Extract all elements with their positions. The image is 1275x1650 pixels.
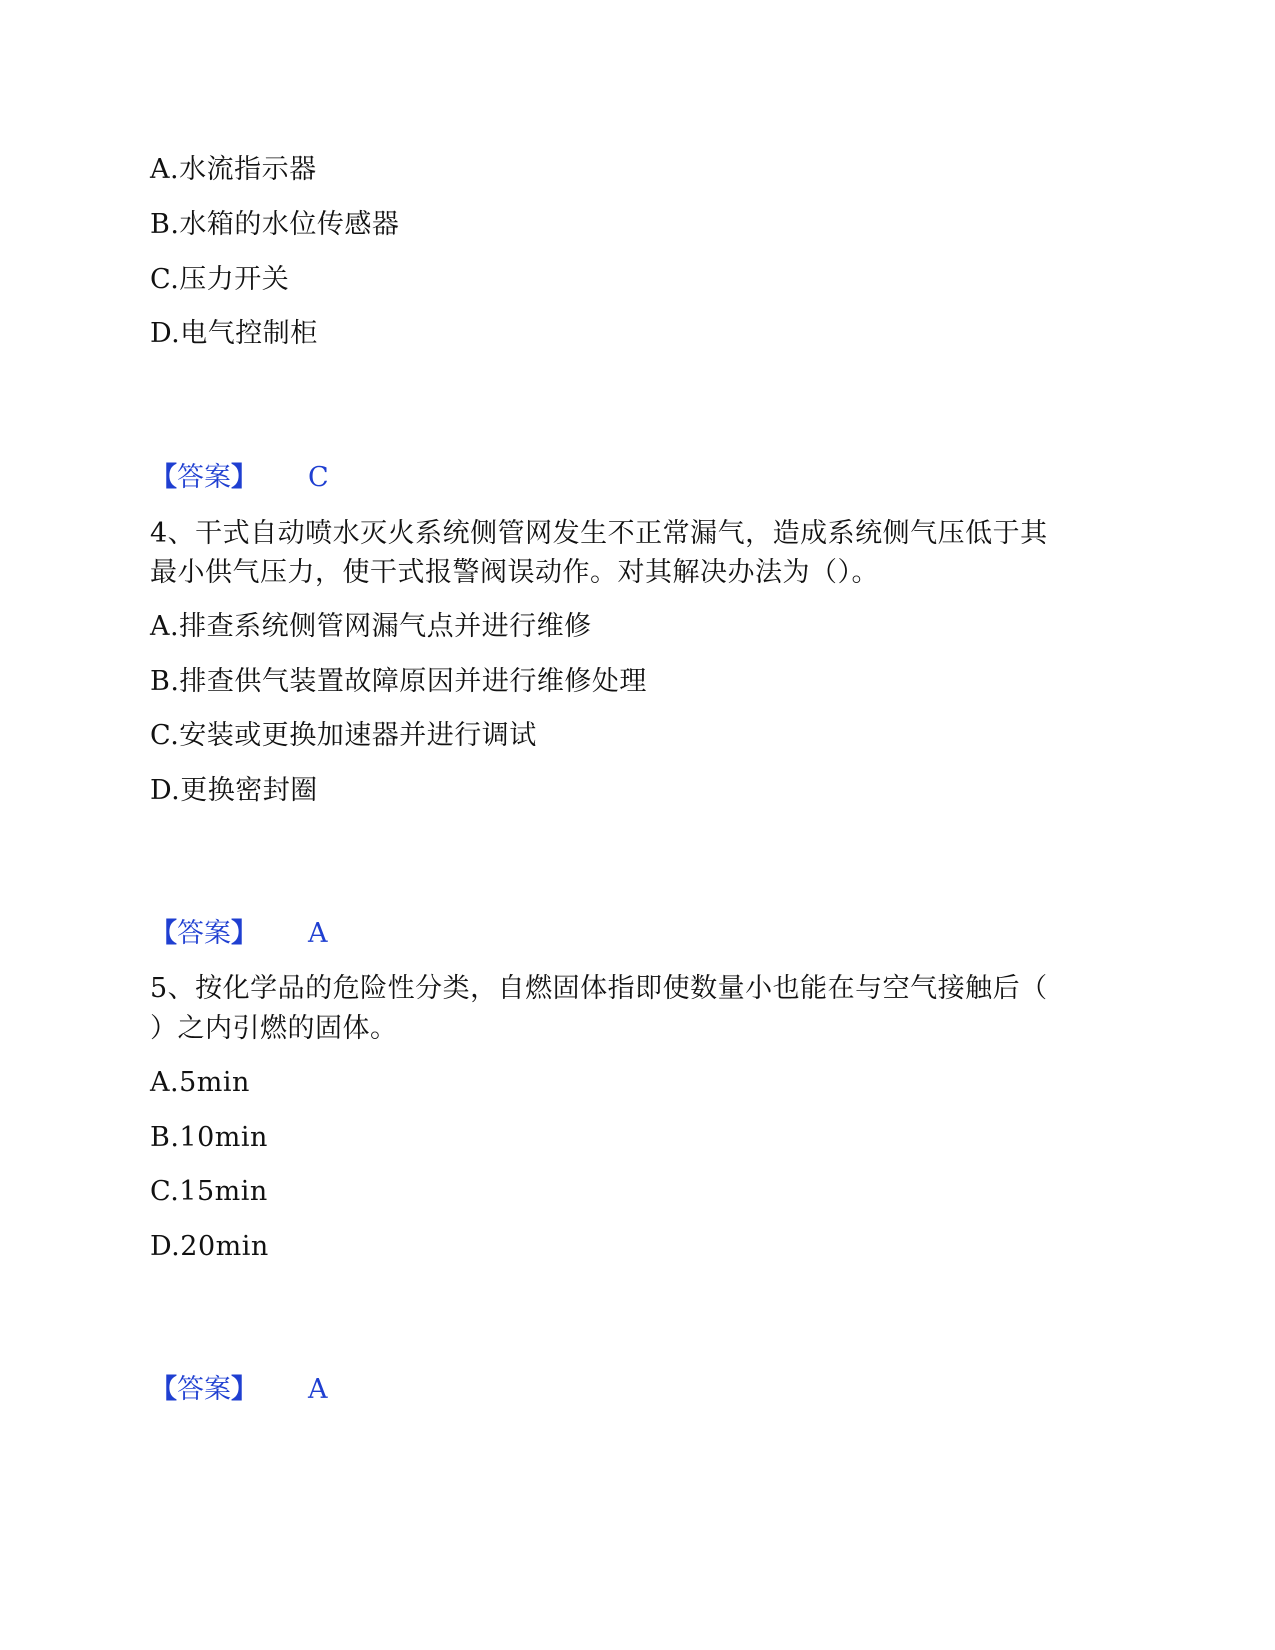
q4-option-b: B.排查供气装置故障原因并进行维修处理	[150, 666, 647, 697]
q4-option-c: C.安装或更换加速器并进行调试	[150, 720, 537, 751]
q4-answer-label: 答案	[177, 918, 231, 949]
q5-stem-line2: ）之内引燃的固体。	[150, 1013, 398, 1044]
q5-answer-value: A	[308, 1374, 328, 1405]
q5-option-d: D.20min	[150, 1231, 269, 1262]
q4-answer-value: A	[308, 918, 328, 949]
q3-answer-value: C	[308, 462, 329, 493]
q4-answer: 【答案】 A	[150, 914, 328, 954]
q3-option-d: D.电气控制柜	[150, 318, 318, 349]
q5-stem-line1: 5、按化学品的危险性分类，自燃固体指即使数量小也能在与空气接触后（	[150, 973, 1048, 1004]
q4-stem-line2: 最小供气压力，使干式报警阀误动作。对其解决办法为（）。	[150, 557, 879, 588]
q5-option-b: B.10min	[150, 1122, 268, 1153]
q3-answer: 【答案】 C	[150, 458, 329, 498]
q3-option-a: A.水流指示器	[150, 154, 317, 185]
q5-answer: 【答案】 A	[150, 1370, 328, 1410]
q4-option-d: D.更换密封圈	[150, 775, 318, 806]
q3-option-c: C.压力开关	[150, 264, 290, 295]
q5-option-a: A.5min	[150, 1067, 250, 1098]
q5-option-c: C.15min	[150, 1176, 268, 1207]
q3-answer-label: 答案	[177, 462, 231, 493]
q4-option-a: A.排查系统侧管网漏气点并进行维修	[150, 611, 592, 642]
q4-stem-line1: 4、干式自动喷水灭火系统侧管网发生不正常漏气，造成系统侧气压低于其	[150, 518, 1048, 549]
q3-option-b: B.水箱的水位传感器	[150, 209, 400, 240]
q5-answer-label: 答案	[177, 1374, 231, 1405]
